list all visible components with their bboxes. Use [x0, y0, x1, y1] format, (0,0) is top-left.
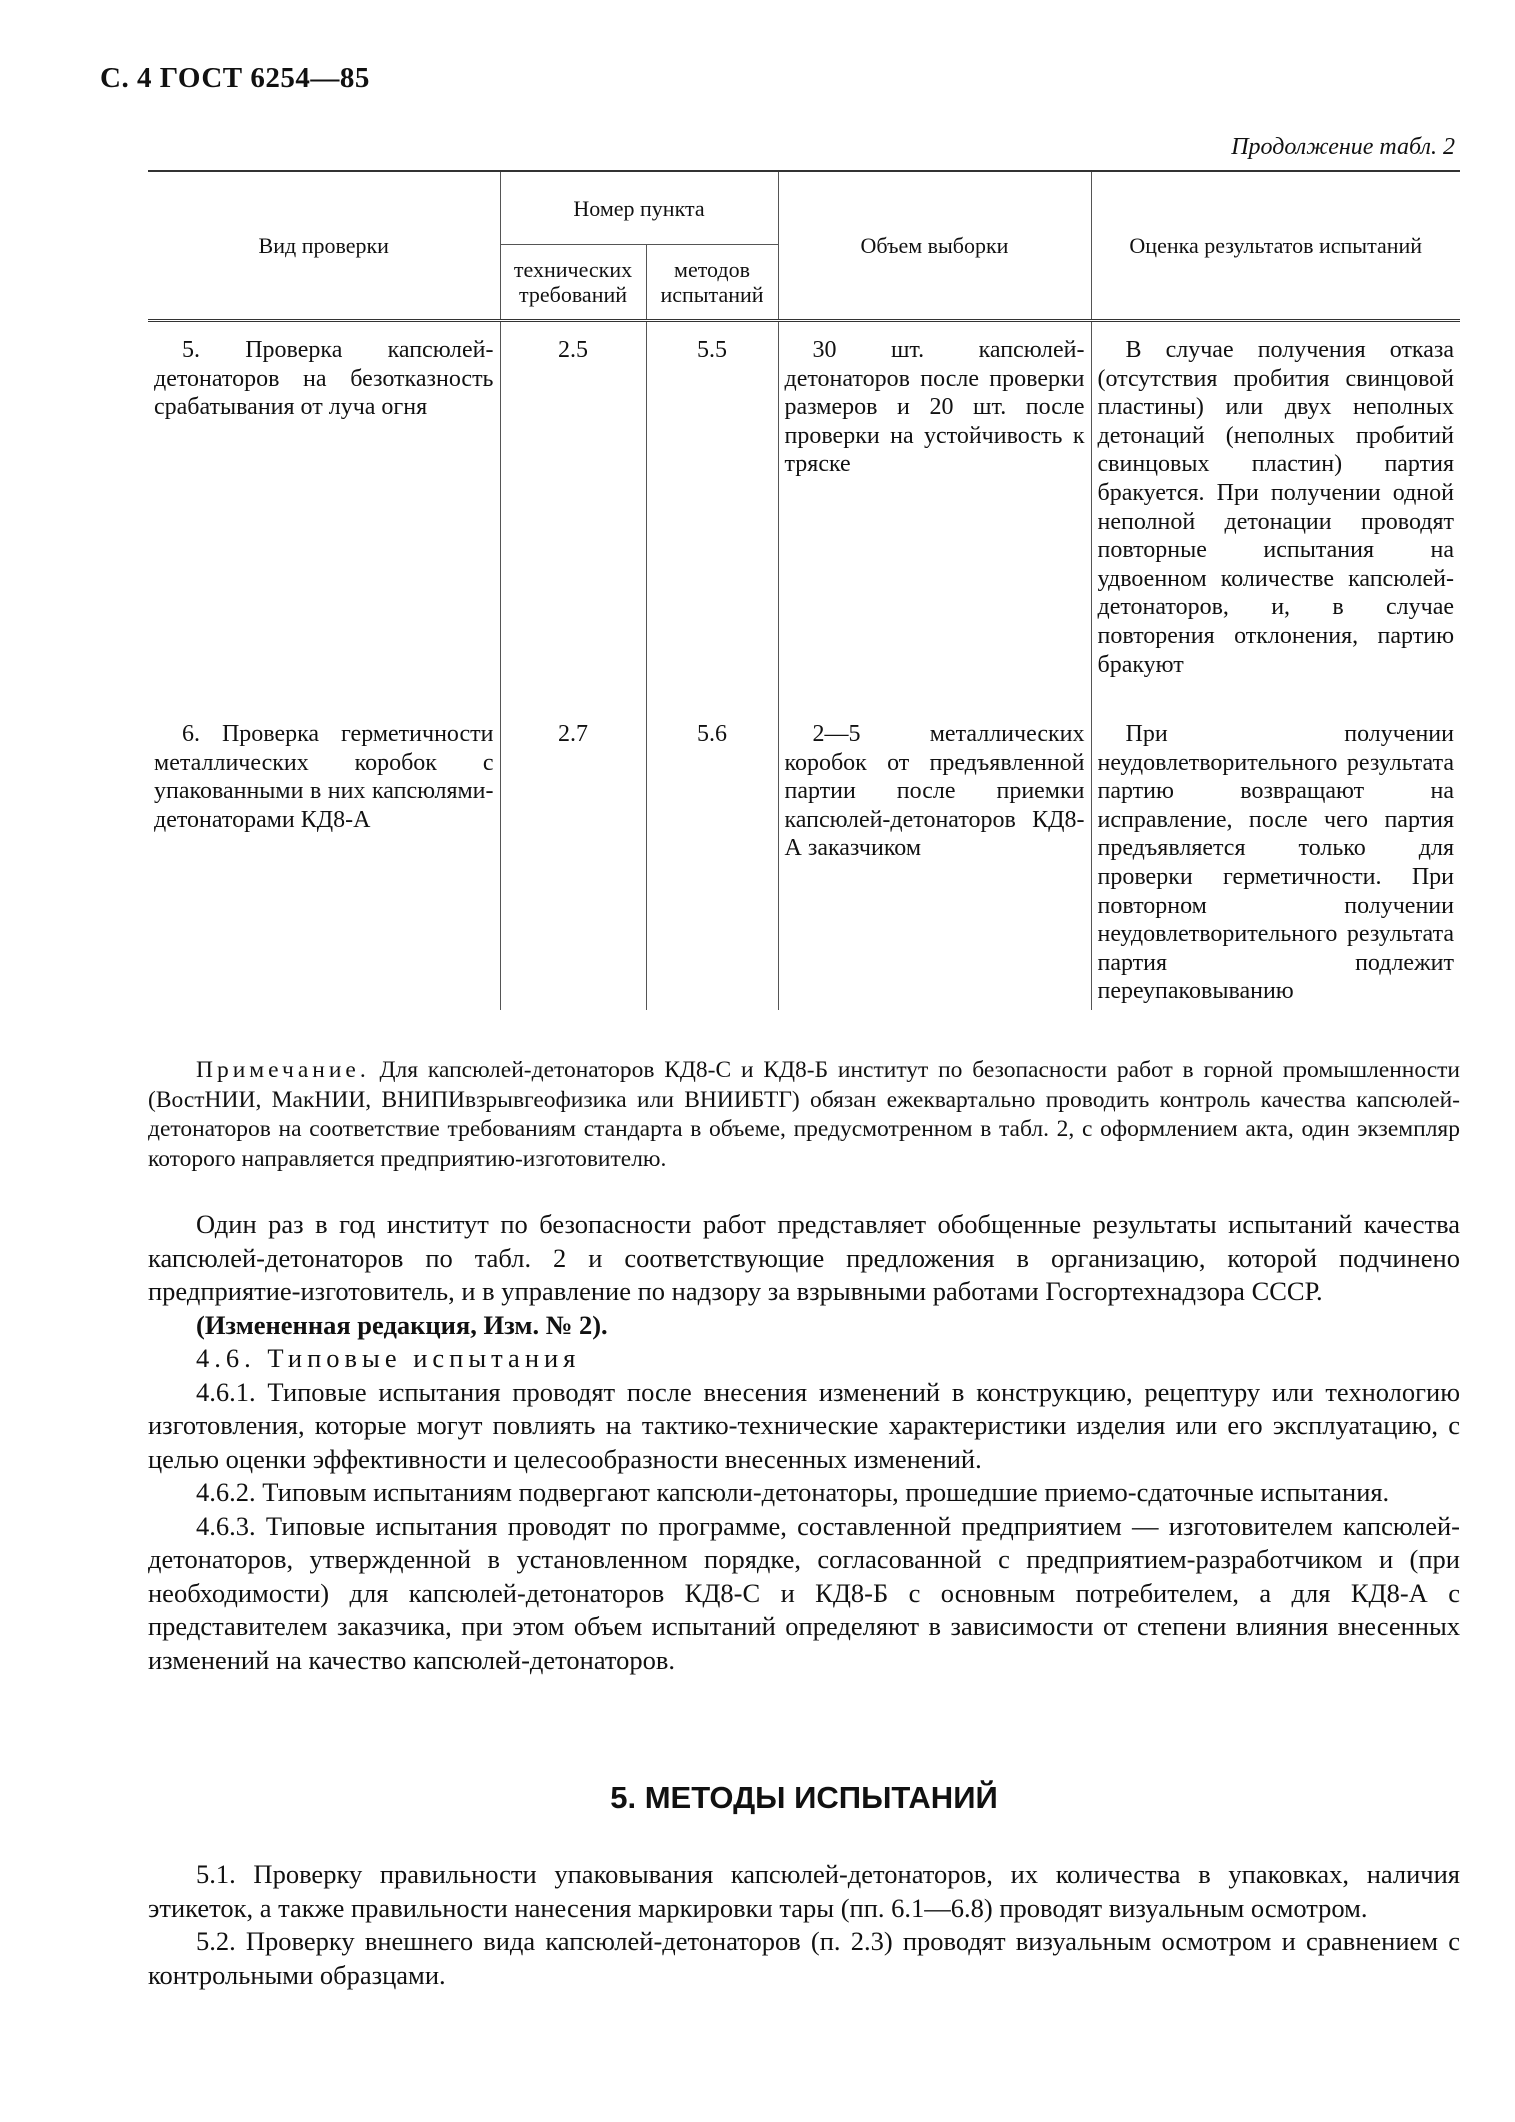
section-title-test-methods: 5. МЕТОДЫ ИСПЫТАНИЙ [610, 1780, 998, 1815]
cell-check-type: 5. Проверка капсюлей-детонаторов на безотказность срабатывания от луча огня [154, 337, 494, 421]
col-header-evaluation: Оценка результатов испытаний [1091, 171, 1460, 321]
table-note [148, 1056, 1460, 1174]
note-label: Примечание. [196, 1057, 370, 1083]
paragraph-5-2: 5.2. Проверку внешнего вида капсюлей-детонаторов (п. 2.3) проводят визуальным осмотром и сравнением с контрольными образцами. [148, 1926, 1460, 1990]
cell-sample-size: 2—5 металлических коробок от предъявленной партии после приемки капсюлей-детонаторов КД8-А заказчиком [778, 706, 1091, 1010]
paragraph-5-1: 5.1. Проверку правильности упаковывания капсюлей-детонаторов, их количества в упаковках, наличия этикеток, а также правильности нанесения маркировки тары (пп. 6.1—6.8) проводят визуальным осмотром. [148, 1859, 1460, 1923]
paragraph-4-6-1: 4.6.1. Типовые испытания проводят после внесения изменений в конструкцию, рецептуру или технологию изготовления, которые могут повлиять на тактико-технические характеристики изделия или его эксплуатацию, с целью оценки эффективности и целесообразности внесенных изменений. [148, 1376, 1460, 1474]
cell-tech-req: 2.5 [500, 321, 646, 707]
page-header: С. 4 ГОСТ 6254—85 [100, 62, 370, 94]
cell-sample-size: 30 шт. капсюлей-детонаторов после проверки размеров и 20 шт. после проверки на устойчивость к тряске [778, 321, 1091, 707]
note-text: Для капсюлей-детонаторов КД8-С и КД8-Б институт по безопасности работ в горной промышленности (ВостНИИ, МакНИИ, ВНИПИвзрывгеофизика или ВНИИБТГ) обязан ежеквартально проводить контроль качества капсюлей-детонаторов на соответствие требованиям стандарта в объеме, предусмотренном в табл. 2, с оформлением акта, один экземпляр которого направляется предприятию-изготовителю. [148, 1057, 1460, 1172]
paragraph-annual-report: Один раз в год институт по безопасности работ представляет обобщенные результаты испытаний качества капсюлей-детонаторов по табл. 2 и соответствующие предложения в организацию, которой подчинено предприятие-изготовитель, и в управление по надзору за взрывными работами Госгортехнадзора СССР. [148, 1209, 1460, 1306]
col-header-clause-group: Номер пункта [500, 171, 778, 245]
table-row [148, 321, 1460, 707]
table-continuation-label: Продолжение табл. 2 [1231, 134, 1455, 160]
cell-test-method: 5.5 [646, 321, 778, 707]
col-header-check-type: Вид проверки [148, 171, 500, 321]
paragraph-4-6-3: 4.6.3. Типовые испытания проводят по программе, составленной предприятием — изготовителем капсюлей-детонаторов, утвержденной в установленном порядке, согласованной с предприятием-разработчиком и (при необходимости) для капсюлей-детонаторов КД8-С и КД8-Б с основным потребителем, а для КД8-А с представителем заказчика, при этом объем испытаний определяют в зависимости от степени влияния внесенных изменений на качество капсюлей-детонаторов. [148, 1510, 1460, 1675]
inspection-table [148, 170, 1460, 1010]
cell-check-type: 6. Проверка герметичности металлических коробок с упакованными в них капсюлями-детонаторами КД8-А [154, 721, 494, 833]
cell-tech-req: 2.7 [500, 706, 646, 1010]
table-row [148, 706, 1460, 1010]
col-header-tech-requirements: технических требований [500, 245, 646, 321]
paragraph-4-6-2: 4.6.2. Типовым испытаниям подвергают капсюли-детонаторы, прошедшие приемо-сдаточные испытания. [196, 1477, 1390, 1507]
cell-evaluation: В случае получения отказа (отсутствия пробития свинцовой пластины) или двух неполных детонаций (неполных пробитий свинцовых пластин) партия бракуется. При получении одной неполной детонации проводят повторные испытания на удвоенном количестве капсюлей-детонаторов, и, в случае повторения отклонения, партию бракуют [1091, 321, 1460, 707]
subsection-heading-4-6: 4.6. Типовые испытания [196, 1343, 581, 1373]
section-4-6-block [148, 1208, 1460, 1677]
col-header-sample-size: Объем выборки [778, 171, 1091, 321]
cell-test-method: 5.6 [646, 706, 778, 1010]
col-header-test-methods: методов испытаний [646, 245, 778, 321]
section-5-block [148, 1858, 1460, 1992]
amendment-note: (Измененная редакция, Изм. № 2). [196, 1309, 608, 1340]
cell-evaluation: При получении неудовлетворительного результата партию возвращают на исправление, после чего партия предъявляется только для проверки герметичности. При повторном получении неудовлетворительного результата партия подлежит переупаковыванию [1091, 706, 1460, 1010]
